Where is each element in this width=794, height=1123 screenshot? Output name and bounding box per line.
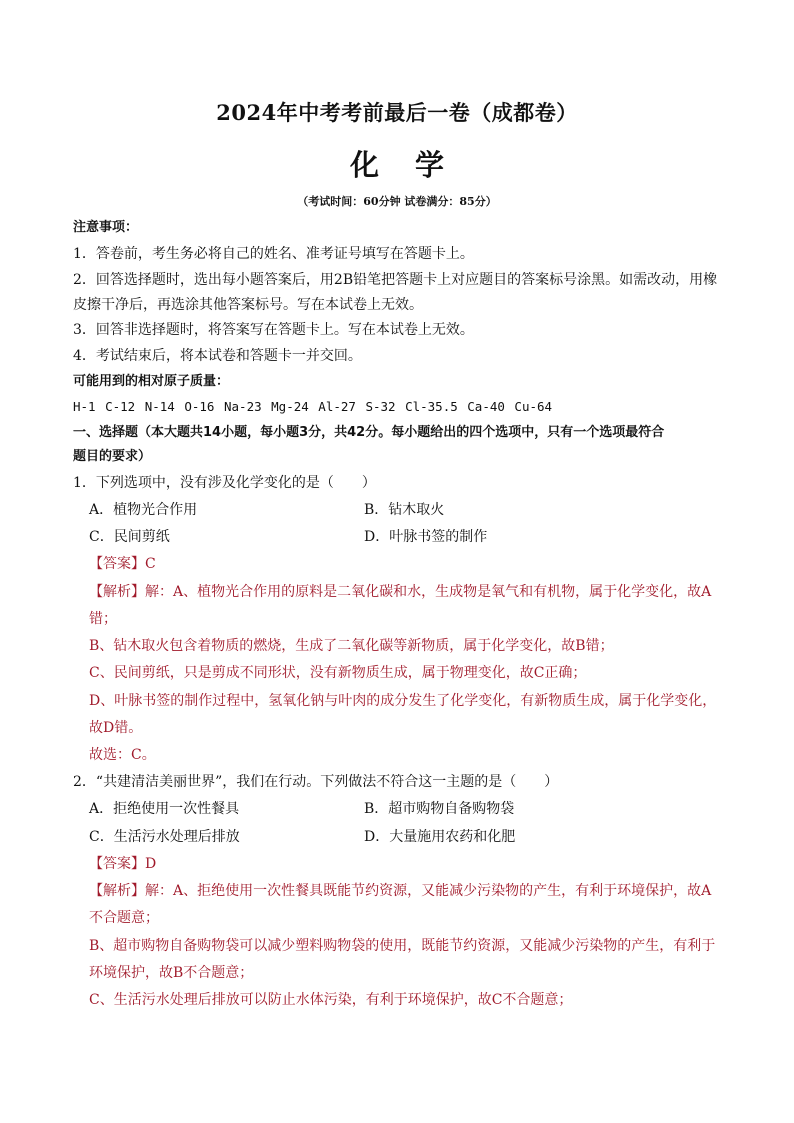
question-2-stem: 2．“共建清洁美丽世界”，我们在行动。下列做法不符合这一主题的是（ ） [73, 774, 559, 790]
q1-option-d: D．叶脉书签的制作 [364, 529, 488, 545]
subject-title: 化学 [349, 148, 480, 182]
note-item: 2．回答选择题时，选出每小题答案后，用2B铅笔把答题卡上对应题目的答案标号涂黑。如需改动，用橡 [73, 272, 718, 288]
q1-analysis-line: 【解析】解：A、植物光合作用的原料是二氧化碳和水，生成物是氧气和有机物，属于化学变化，故A [89, 584, 712, 600]
q2-option-d: D．大量施用农药和化肥 [364, 829, 516, 845]
q2-analysis-line: 环境保护，故B不合题意； [89, 965, 254, 981]
section-heading-cont: 题目的要求） [73, 449, 152, 464]
section-heading: 一、选择题（本大题共14小题，每小题3分，共42分。每小题给出的四个选项中，只有一个选项最符合 [73, 425, 665, 440]
q2-option-b: B．超市购物自备购物袋 [364, 801, 515, 817]
q1-analysis-line: D、叶脉书签的制作过程中，氢氧化钠与叶肉的成分发生了化学变化，有新物质生成，属于化学变化， [89, 693, 717, 709]
q1-option-a: A．植物光合作用 [89, 502, 198, 518]
q1-analysis-line: 错； [89, 611, 117, 627]
q2-analysis-line: 【解析】解：A、拒绝使用一次性餐具既能节约资源，又能减少污染物的产生，有利于环境保护，故A [89, 883, 712, 899]
atomic-mass-heading: 可能用到的相对原子质量： [73, 374, 230, 389]
q1-analysis-line: 故D错。 [89, 720, 143, 736]
note-item: 3．回答非选择题时，将答案写在答题卡上。写在本试卷上无效。 [73, 322, 474, 338]
q1-analysis-line: B、钻木取火包含着物质的燃烧，生成了二氧化碳等新物质，属于化学变化，故B错； [89, 638, 614, 654]
q2-analysis-line: 不合题意； [89, 910, 159, 926]
q2-analysis-line: B、超市购物自备购物袋可以减少塑料购物袋的使用，既能节约资源，又能减少污染物的产生，有利于 [89, 938, 716, 954]
q1-option-c: C．民间剪纸 [89, 529, 170, 545]
q2-answer: 【答案】D [89, 856, 157, 872]
exam-title: 2024年中考考前最后一卷（成都卷） [216, 100, 578, 125]
exam-info: （考试时间：60分钟 试卷满分：85分） [297, 195, 497, 208]
note-item: 4．考试结束后，将本试卷和答题卡一并交回。 [73, 348, 362, 364]
q1-conclusion: 故选：C。 [89, 747, 156, 763]
atomic-mass-values: H-1 C-12 N-14 O-16 Na-23 Mg-24 Al-27 S-32 Cl-35.5 Ca-40 Cu-64 [73, 399, 553, 414]
q2-option-c: C．生活污水处理后排放 [89, 829, 240, 845]
q1-analysis-line: C、民间剪纸，只是剪成不同形状，没有新物质生成，属于物理变化，故C正确； [89, 665, 587, 681]
note-item: 1．答卷前，考生务必将自己的姓名、准考证号填写在答题卡上。 [73, 246, 474, 262]
notes-heading: 注意事项： [73, 220, 139, 235]
note-item: 皮擦干净后，再选涂其他答案标号。写在本试卷上无效。 [73, 297, 423, 313]
question-1-stem: 1．下列选项中，没有涉及化学变化的是（ ） [73, 475, 376, 491]
q1-option-b: B．钻木取火 [364, 502, 445, 518]
q2-analysis-line: C、生活污水处理后排放可以防止水体污染，有利于环境保护，故C不合题意； [89, 992, 573, 1008]
q2-option-a: A．拒绝使用一次性餐具 [89, 801, 240, 817]
q1-answer: 【答案】C [89, 556, 156, 572]
